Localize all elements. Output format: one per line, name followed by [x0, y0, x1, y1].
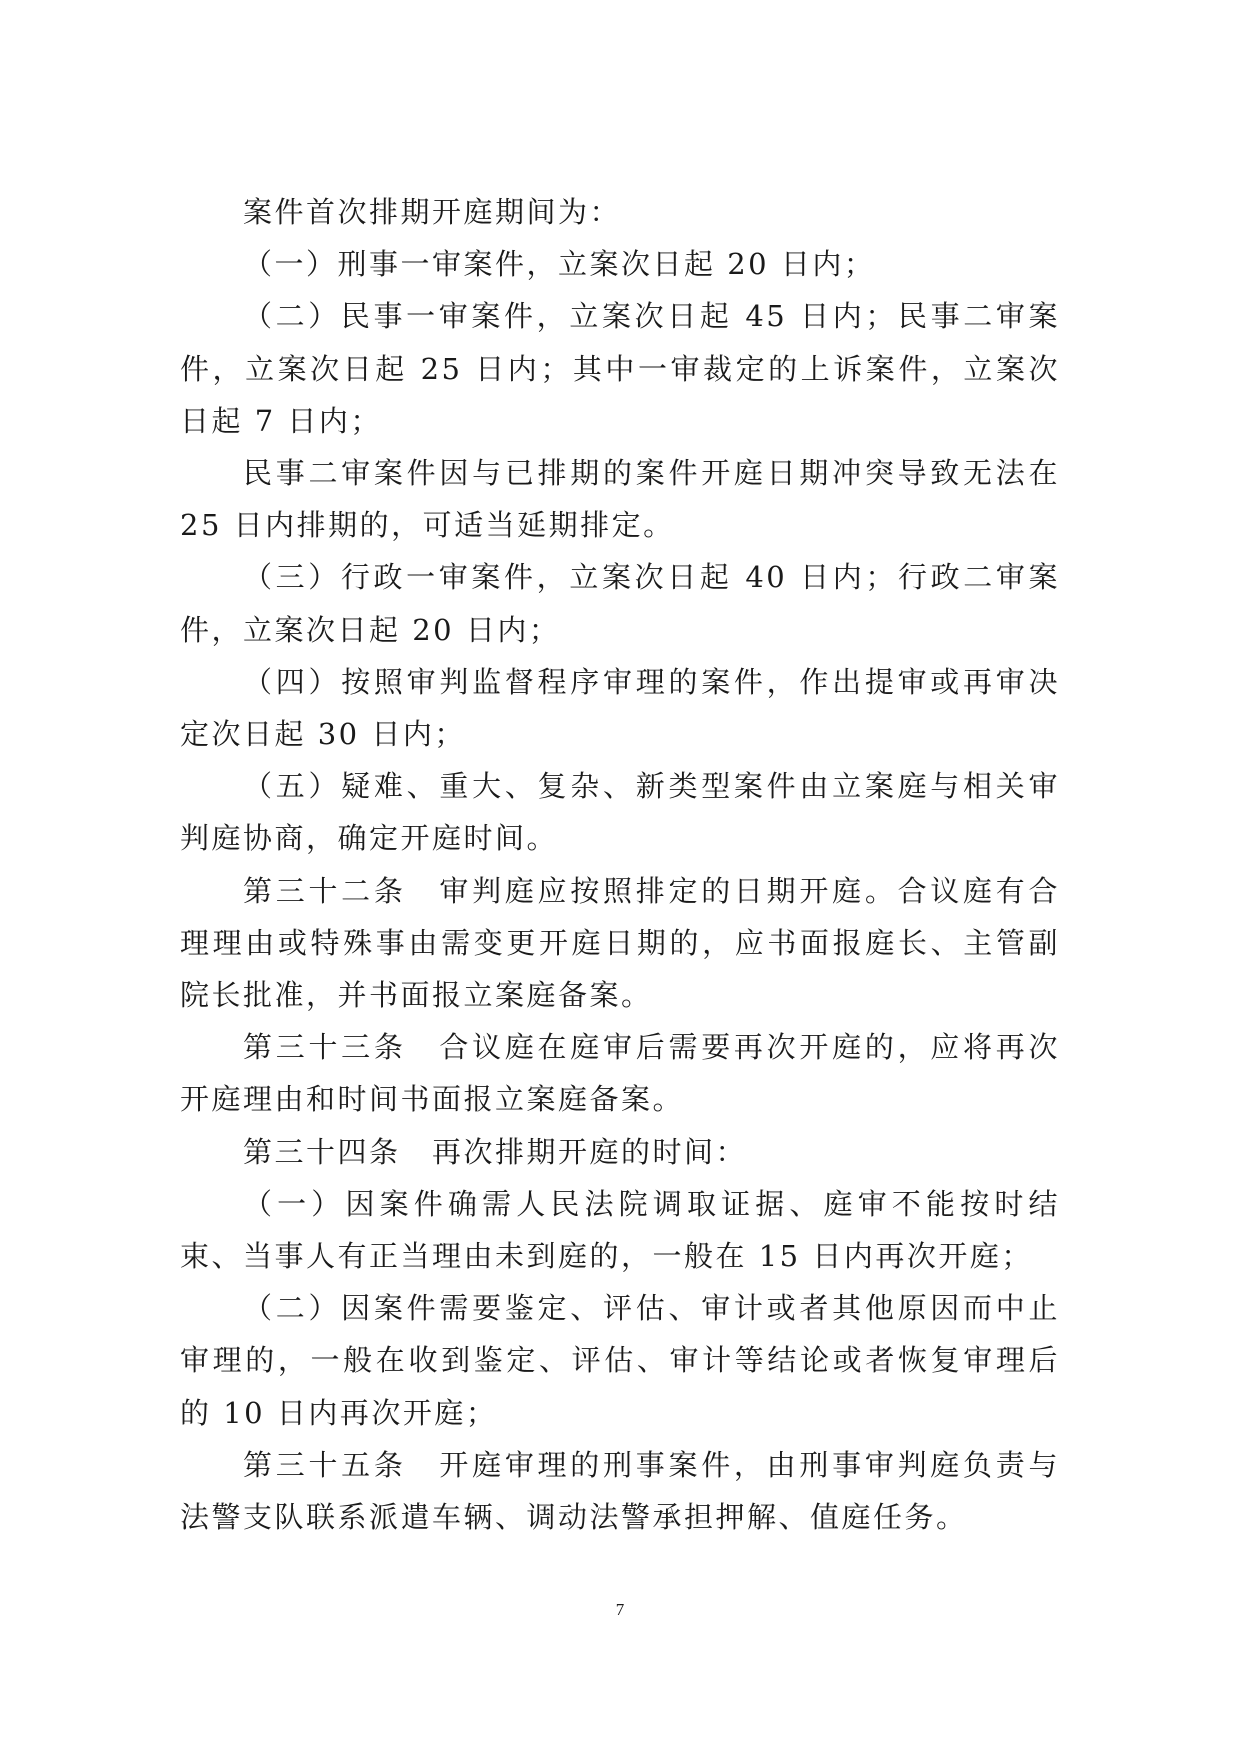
paragraph: （二）因案件需要鉴定、评估、审计或者其他原因而中止审理的，一般在收到鉴定、评估、审计等结论或者恢复审理后的 10 日内再次开庭； — [180, 1291, 1060, 1430]
paragraph: 民事二审案件因与已排期的案件开庭日期冲突导致无法在 25 日内排期的，可适当延期排定。 — [180, 456, 1060, 543]
article-paragraph: 第三十三条 合议庭在庭审后需要再次开庭的，应将再次开庭理由和时间书面报立案庭备案。 — [180, 1030, 1060, 1117]
paragraph: （一）因案件确需人民法院调取证据、庭审不能按时结束、当事人有正当理由未到庭的，一般在 15 日内再次开庭； — [180, 1186, 1060, 1274]
paragraph: 案件首次排期开庭期间为： — [243, 195, 622, 229]
paragraph: （三）行政一审案件，立案次日起 40 日内；行政二审案件，立案次日起 20 日内； — [180, 560, 1060, 647]
document-body — [180, 186, 1060, 1543]
paragraph: （一）刑事一审案件，立案次日起 20 日内； — [243, 247, 876, 282]
page-number: 7 — [615, 1600, 625, 1619]
paragraph: （二）民事一审案件，立案次日起 45 日内；民事二审案件，立案次日起 25 日内；其中一审裁定的上诉案件，立案次日起 7 日内； — [180, 299, 1060, 438]
article-paragraph: 第三十四条 再次排期开庭的时间： — [243, 1134, 748, 1169]
paragraph: （四）按照审判监督程序审理的案件，作出提审或再审决定次日起 30 日内； — [180, 664, 1060, 752]
article-paragraph: 第三十五条 开庭审理的刑事案件，由刑事审判庭负责与法警支队联系派遣车辆、调动法警承担押解、值庭任务。 — [180, 1447, 1060, 1535]
paragraph: （五）疑难、重大、复杂、新类型案件由立案庭与相关审判庭协商，确定开庭时间。 — [180, 769, 1060, 856]
article-paragraph: 第三十二条 审判庭应按照排定的日期开庭。合议庭有合理理由或特殊事由需变更开庭日期的，应书面报庭长、主管副院长批准，并书面报立案庭备案。 — [180, 873, 1060, 1013]
